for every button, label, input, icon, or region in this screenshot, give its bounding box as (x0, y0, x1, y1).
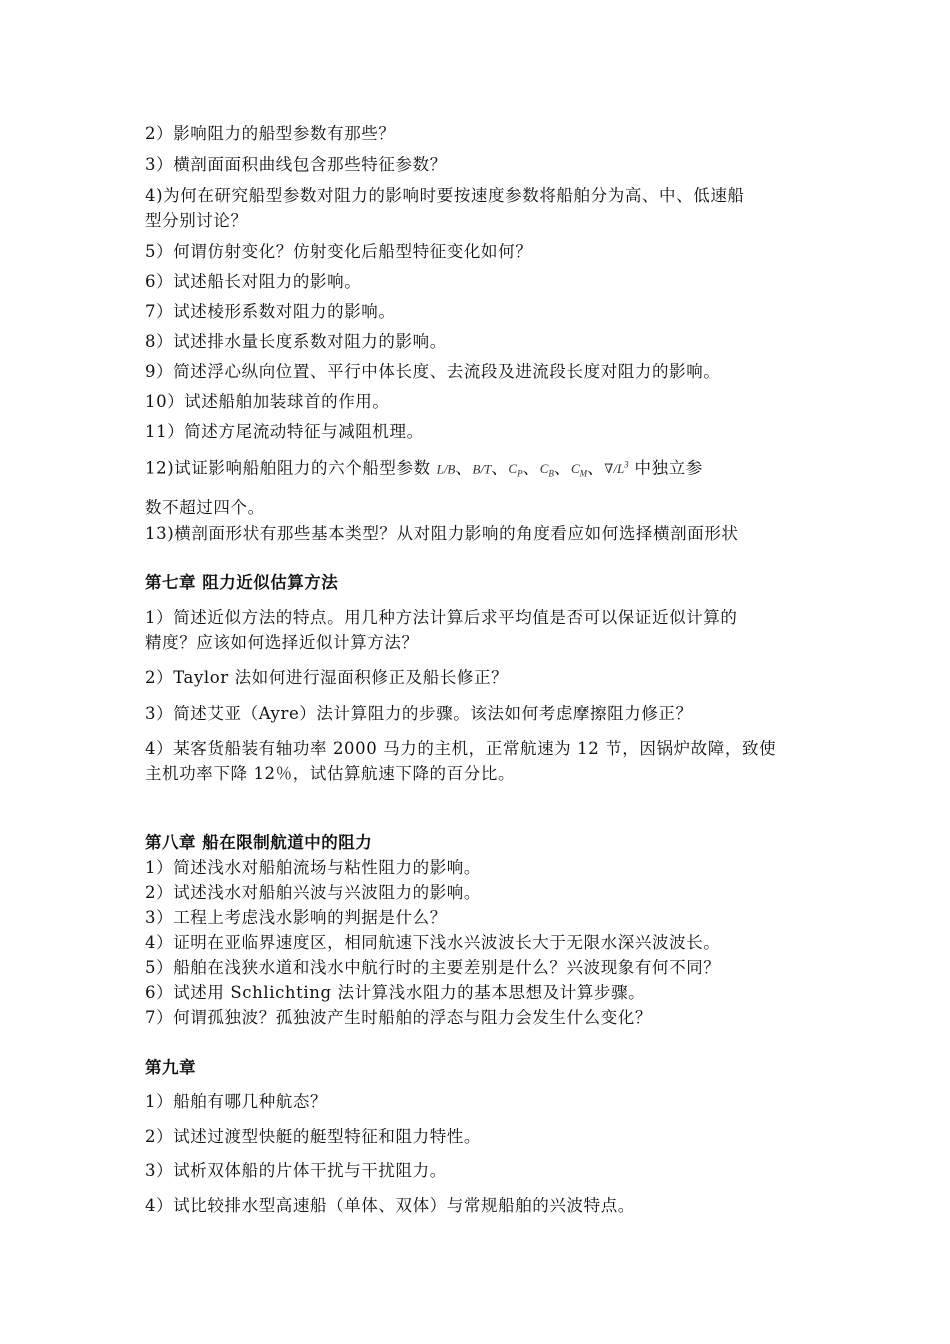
param-cb: $C_B$ (539, 461, 554, 479)
param-l-b: L/B (436, 461, 456, 477)
question-7-1-line1: 1）简述近似方法的特点。用几种方法计算后求平均值是否可以保证近似计算的 (145, 608, 738, 627)
question-9-2: 2）试述过渡型快艇的艇型特征和阻力特性。 (145, 1127, 481, 1146)
param-displacement-length: $\nabla/L^3$ (604, 460, 629, 477)
param-separator: 、 (455, 458, 473, 478)
chapter-9-title: 第九章 (145, 1058, 196, 1077)
param-cm: $C_M$ (570, 461, 588, 479)
question-6-12-line2: 数不超过四个。 (145, 498, 265, 517)
question-9-1: 1）船舶有哪几种航态？ (145, 1092, 328, 1111)
question-6-12-prefix: 12)试证影响船舶阻力的六个船型参数 (145, 458, 431, 478)
param-separator: 、 (553, 458, 571, 478)
question-7-3: 3）简述艾亚（Ayre）法计算阻力的步骤。该法如何考虑摩擦阻力修正？ (145, 704, 693, 723)
question-6-5: 5）何谓仿射变化？仿射变化后船型特征变化如何？ (145, 242, 533, 261)
question-6-9: 9）简述浮心纵向位置、平行中体长度、去流段及进流段长度对阻力的影响。 (145, 362, 721, 381)
question-7-4-line2: 主机功率下降 12％，试估算航速下降的百分比。 (145, 764, 516, 783)
question-6-8: 8）试述排水量长度系数对阻力的影响。 (145, 332, 447, 351)
question-8-2: 2）试述浅水对船舶兴波与兴波阻力的影响。 (145, 883, 481, 902)
param-separator: 、 (587, 458, 605, 478)
question-6-13: 13)横剖面形状有那些基本类型？从对阻力影响的角度看应如何选择横剖面形状 (145, 524, 739, 543)
question-9-4: 4）试比较排水型高速船（单体、双体）与常规船舶的兴波特点。 (145, 1196, 635, 1215)
param-separator: 、 (491, 458, 509, 478)
question-6-11: 11）简述方尾流动特征与减阻机理。 (145, 422, 424, 441)
question-6-4-line1: 4)为何在研究船型参数对阻力的影响时要按速度参数将船舶分为高、中、低速船 (145, 186, 745, 205)
param-cp: $C_P$ (508, 461, 523, 479)
question-8-3: 3）工程上考虑浅水影响的判据是什么？ (145, 908, 447, 927)
question-7-1-line2: 精度？应该如何选择近似计算方法？ (145, 633, 419, 652)
chapter-8-title: 第八章 船在限制航道中的阻力 (145, 833, 373, 852)
question-6-7: 7）试述棱形系数对阻力的影响。 (145, 302, 396, 321)
question-6-4-line2: 型分别讨论？ (145, 211, 248, 230)
question-7-4-line1: 4）某客货船装有轴功率 2000 马力的主机，正常航速为 12 节，因锅炉故障，致使 (145, 739, 777, 758)
question-7-2: 2）Taylor 法如何进行湿面积修正及船长修正？ (145, 668, 509, 687)
chapter-7-title: 第七章 阻力近似估算方法 (145, 573, 339, 592)
question-6-3: 3）横剖面面积曲线包含那些特征参数？ (145, 155, 447, 174)
question-9-3: 3）试析双体船的片体干扰与干扰阻力。 (145, 1161, 447, 1180)
question-8-1: 1）简述浅水对船舶流场与粘性阻力的影响。 (145, 858, 481, 877)
question-6-6: 6）试述船长对阻力的影响。 (145, 272, 362, 291)
param-separator: 、 (522, 458, 540, 478)
question-6-2: 2）影响阻力的船型参数有那些？ (145, 124, 396, 143)
question-8-7: 7）何谓孤独波？孤独波产生时船舶的浮态与阻力会发生什么变化？ (145, 1008, 652, 1027)
question-8-6: 6）试述用 Schlichting 法计算浅水阻力的基本思想及计算步骤。 (145, 983, 646, 1002)
question-8-4: 4）证明在亚临界速度区，相同航速下浅水兴波波长大于无限水深兴波波长。 (145, 933, 721, 952)
param-b-t: B/T (472, 461, 492, 477)
question-8-5: 5）船舶在浅狭水道和浅水中航行时的主要差别是什么？兴波现象有何不同？ (145, 958, 721, 977)
question-6-12-line1 (145, 455, 825, 484)
question-6-10: 10）试述船舶加装球首的作用。 (145, 392, 390, 411)
question-6-12-suffix: 中独立参 (634, 458, 703, 478)
